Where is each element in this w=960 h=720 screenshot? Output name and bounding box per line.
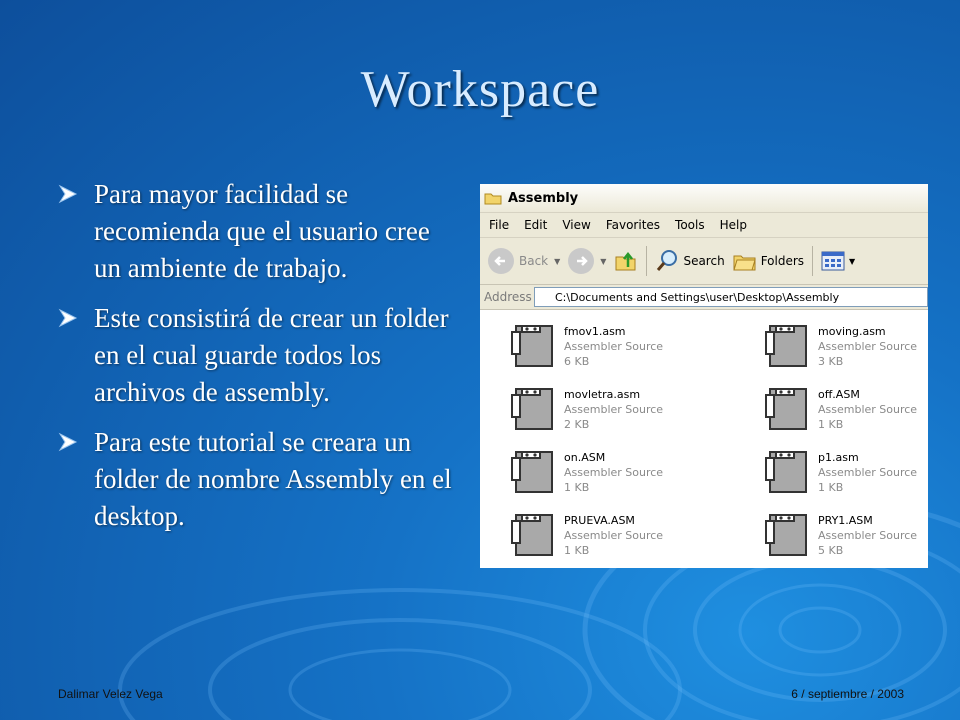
file-type: Assembler Source — [564, 466, 664, 479]
bullet-item — [58, 424, 463, 535]
file-size: 5 KB — [818, 544, 844, 557]
file-name: on.ASM — [564, 451, 606, 464]
file-size: 2 KB — [564, 418, 590, 431]
file-type: Assembler Source — [818, 403, 918, 416]
file-type: Assembler Source — [564, 403, 664, 416]
forward-dropdown-icon[interactable]: ▼ — [600, 256, 607, 266]
file-size: 1 KB — [564, 544, 590, 557]
file-type: Assembler Source — [564, 340, 664, 353]
file-name: PRUEVA.ASM — [564, 514, 635, 527]
assembler-file-icon — [508, 446, 560, 498]
assembler-file-icon — [508, 320, 560, 372]
file-item[interactable] — [762, 446, 928, 498]
menu-edit[interactable]: Edit — [524, 218, 548, 232]
menu-help[interactable]: Help — [719, 218, 747, 232]
window-titlebar[interactable] — [480, 184, 928, 213]
folder-icon — [484, 191, 502, 205]
file-name: p1.asm — [818, 451, 859, 464]
file-name: off.ASM — [818, 388, 860, 401]
back-arrow-icon — [488, 248, 514, 274]
search-label: Search — [683, 254, 725, 268]
window-title: Assembly — [508, 190, 579, 206]
views-button[interactable] — [821, 250, 855, 272]
search-icon — [655, 249, 679, 273]
assembler-file-icon — [762, 509, 814, 561]
file-name: fmov1.asm — [564, 325, 626, 338]
menu-favorites[interactable]: Favorites — [605, 218, 661, 232]
file-name: movletra.asm — [564, 388, 641, 401]
bullet-text: Para este tutorial se creara un folder de nombre Assembly en el desktop. — [94, 427, 452, 531]
assembler-file-icon — [762, 446, 814, 498]
file-item[interactable] — [508, 320, 708, 372]
file-item[interactable] — [762, 509, 928, 561]
toolbar-separator — [812, 246, 813, 276]
folders-icon — [733, 250, 757, 272]
file-item[interactable] — [508, 446, 708, 498]
menu-file[interactable]: File — [489, 218, 510, 232]
bullet-item — [58, 176, 463, 287]
file-size: 1 KB — [564, 481, 590, 494]
file-list — [480, 310, 928, 568]
file-item[interactable] — [508, 383, 708, 435]
back-dropdown-icon[interactable]: ▼ — [554, 256, 561, 266]
views-dropdown-icon[interactable]: ▼ — [849, 256, 856, 266]
search-button[interactable] — [655, 249, 724, 273]
assembler-file-icon — [762, 383, 814, 435]
forward-button[interactable] — [568, 248, 606, 274]
back-button[interactable] — [488, 248, 560, 274]
file-item[interactable] — [762, 320, 928, 372]
toolbar — [480, 238, 928, 285]
file-item[interactable] — [508, 509, 708, 561]
bullet-text: Este consistirá de crear un folder en el cual guarde todos los archivos de assembly. — [94, 303, 449, 407]
assembler-file-icon — [508, 383, 560, 435]
bullet-text: Para mayor facilidad se recomienda que el usuario cree un ambiente de trabajo. — [94, 179, 430, 283]
views-icon — [821, 250, 847, 272]
bullet-item — [58, 300, 463, 411]
file-size: 1 KB — [818, 418, 844, 431]
address-field[interactable] — [534, 287, 928, 307]
address-bar — [480, 285, 928, 310]
bullet-arrow-icon — [58, 432, 78, 452]
up-folder-button[interactable] — [614, 249, 638, 273]
assembler-file-icon — [762, 320, 814, 372]
slide-title: Workspace — [360, 61, 600, 118]
file-size: 1 KB — [818, 481, 844, 494]
back-label: Back — [519, 254, 549, 268]
file-type: Assembler Source — [818, 466, 918, 479]
file-type: Assembler Source — [818, 340, 918, 353]
bullet-arrow-icon — [58, 308, 78, 328]
address-label: Address — [484, 290, 532, 304]
footer-date: 6 / septiembre / 2003 — [791, 687, 904, 701]
file-name: moving.asm — [818, 325, 886, 338]
explorer-window — [480, 184, 928, 568]
folders-button[interactable] — [733, 250, 804, 272]
up-folder-icon — [614, 249, 638, 273]
menu-bar — [480, 213, 928, 238]
file-item[interactable] — [762, 383, 928, 435]
folders-label: Folders — [760, 254, 805, 268]
file-size: 6 KB — [564, 355, 590, 368]
file-type: Assembler Source — [818, 529, 918, 542]
menu-view[interactable]: View — [562, 218, 591, 232]
file-size: 3 KB — [818, 355, 844, 368]
bullet-list — [58, 176, 463, 548]
address-value: C:\Documents and Settings\user\Desktop\Assembly — [555, 290, 840, 304]
bullet-arrow-icon — [58, 184, 78, 204]
toolbar-separator — [646, 246, 647, 276]
forward-arrow-icon — [568, 248, 594, 274]
assembler-file-icon — [508, 509, 560, 561]
footer-author: Dalimar Velez Vega — [58, 687, 163, 701]
file-name: PRY1.ASM — [818, 514, 873, 527]
file-type: Assembler Source — [564, 529, 664, 542]
menu-tools[interactable]: Tools — [675, 218, 705, 232]
